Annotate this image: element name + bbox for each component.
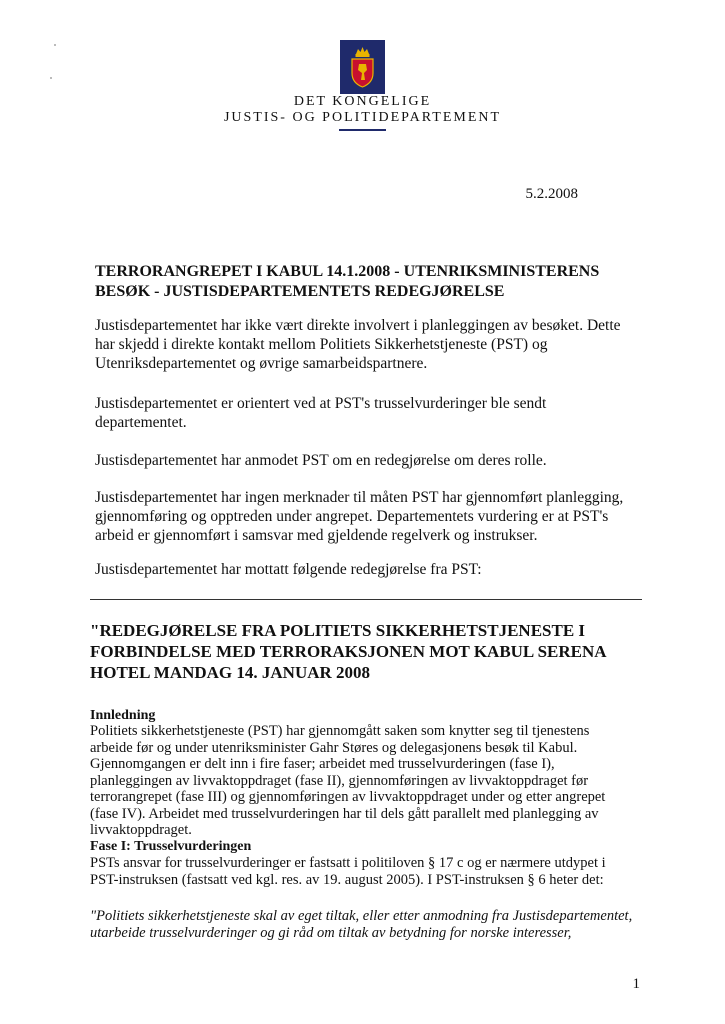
section-text-innledning: Politiets sikkerhetstjeneste (PST) har gjennomgått saken som knytter seg til tjenestens arbeide før og under utenriksminister Gahr Støres og delegasjonens besøk til Kabul. Gjennomgangen er delt inn i fire faser; arbeidet med trusselvurderingen (fase I), planleggingen av livvaktoppdraget (fase II), gjennomføringen av livvaktoppdraget før terrorangrepet (fase III) og gjennomføringen av livvaktoppdraget under og etter angrepet (fase IV). Arbeidet med trusselvurderingen har til dels gått parallelt med planlegging av livvaktoppdraget. [90, 723, 606, 838]
header-divider [339, 129, 386, 131]
document-title-line2: BESØK - JUSTISDEPARTEMENTETS REDEGJØRELSE [95, 283, 505, 300]
ministry-name-line1: DET KONGELIGE [293, 94, 432, 109]
instruction-quote: "Politiets sikkerhetstjeneste skal av eget tiltak, eller etter anmodning fra Justisdepartementet, utarbeide trusselvurderinger og gi råd om tiltak av betydning for norske interesser, [90, 908, 633, 941]
norwegian-coat-of-arms-icon [340, 40, 385, 94]
ministry-name-line2: JUSTIS- OG POLITIDEPARTEMENT [223, 110, 502, 125]
page-number: 1 [632, 976, 640, 992]
document-date: 5.2.2008 [525, 186, 578, 202]
section-text-fase-1: PSTs ansvar for trusselvurderinger er fastsatt i politiloven § 17 c og er nærmere utdypet i PST-instruksen (fastsatt ved kgl. res. av 19. august 2005). I PST-instruksen § 6 heter det: [90, 855, 606, 888]
document-title [95, 262, 615, 302]
pst-report-title: "REDEGJØRELSE FRA POLITIETS SIKKERHETSTJENESTE I FORBINDELSE MED TERRORAKSJONEN MOT KABUL SERENA HOTEL MANDAG 14. JANUAR 2008 [90, 621, 606, 682]
section-divider [90, 599, 642, 600]
section-heading-innledning: Innledning [90, 708, 156, 723]
paragraph: Justisdepartementet har ingen merknader til måten PST har gjennomført planlegging, gjennomføring og opptreden under angrepet. Departementets vurdering er at PST's arbeid er gjennomført i samsvar med gjeldende regelverk og instrukser. [95, 489, 624, 544]
paragraph: Justisdepartementet har ikke vært direkte involvert i planleggingen av besøket. Dette har skjedd i direkte kontakt mellom Politiets Sikkerhetstjeneste (PST) og Utenriksdepartementet og øvrige samarbeidspartnere. [95, 317, 621, 372]
document-title-line1: TERRORANGREPET I KABUL 14.1.2008 - UTENRIKSMINISTERENS [95, 263, 600, 280]
scan-speck [54, 44, 56, 46]
paragraph: Justisdepartementet har anmodet PST om en redegjørelse om deres rolle. [95, 452, 547, 469]
section-heading-fase-1: Fase I: Trusselvurderingen [90, 839, 252, 854]
scan-speck [50, 77, 52, 79]
paragraph: Justisdepartementet er orientert ved at PST's trusselvurderinger ble sendt departementet. [95, 395, 547, 431]
paragraph: Justisdepartementet har mottatt følgende redegjørelse fra PST: [95, 561, 482, 578]
